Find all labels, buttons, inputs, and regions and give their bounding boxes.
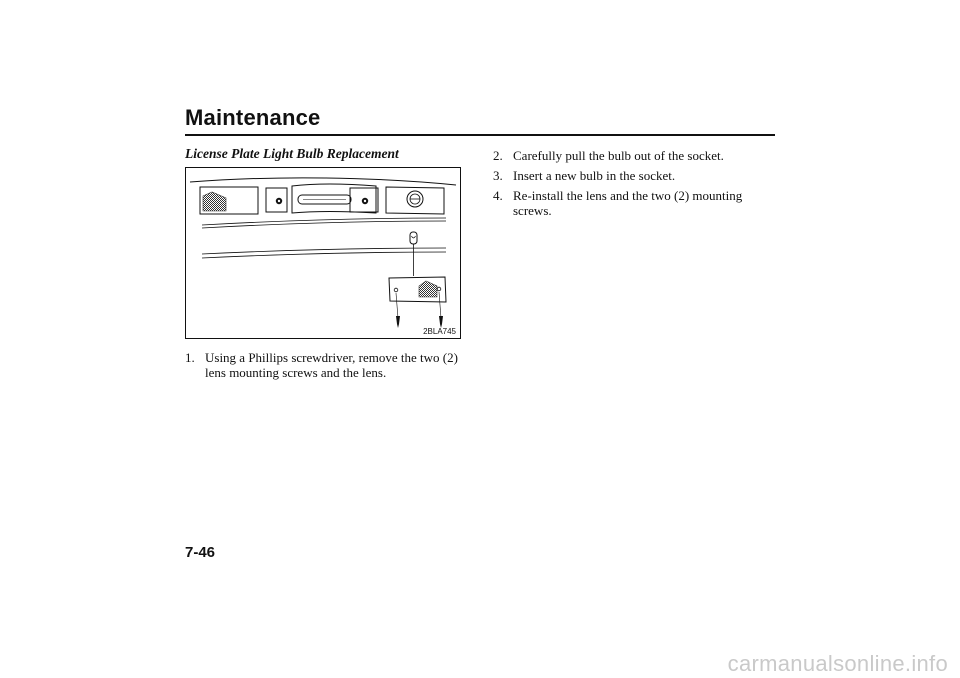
- figure-code: 2BLA745: [423, 327, 456, 336]
- step-number: 2.: [493, 148, 503, 163]
- section-title: License Plate Light Bulb Replacement: [185, 146, 399, 161]
- header-divider: [185, 134, 775, 136]
- list-item: [493, 148, 775, 163]
- license-plate-light-drawing: [186, 168, 462, 340]
- list-item: [185, 350, 470, 380]
- list-item: [493, 188, 775, 218]
- instruction-list-left: [185, 350, 470, 385]
- page-number: 7-46: [185, 544, 216, 561]
- step-text: Carefully pull the bulb out of the socket.: [513, 148, 724, 163]
- page-title: Maintenance: [185, 105, 321, 130]
- step-text: Insert a new bulb in the socket.: [513, 168, 676, 183]
- step-text: Using a Phillips screwdriver, remove the two (2) lens mounting screws and the lens.: [205, 350, 458, 380]
- step-number: 1.: [185, 350, 195, 365]
- list-item: [493, 168, 775, 183]
- step-number: 3.: [493, 168, 503, 183]
- step-number: 4.: [493, 188, 503, 203]
- license-plate-light-illustration: [185, 167, 461, 339]
- step-text: Re-install the lens and the two (2) mounting screws.: [513, 188, 743, 218]
- instruction-list-right: [493, 148, 775, 223]
- watermark: carmanualsonline.info: [727, 651, 948, 676]
